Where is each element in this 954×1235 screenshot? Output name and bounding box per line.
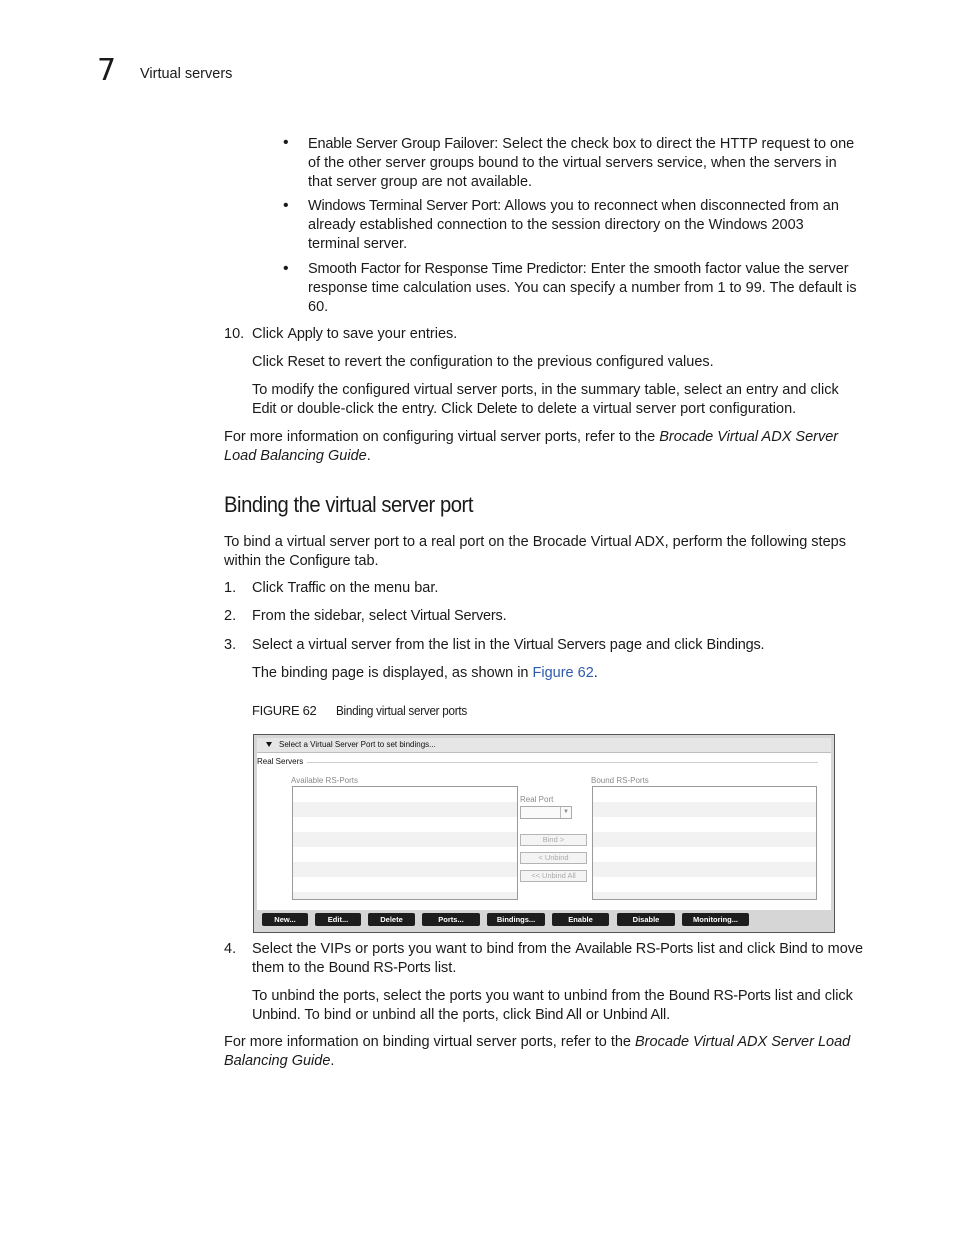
list-item [308,197,878,254]
ui-term: Delete [476,401,518,417]
text: For more information on configuring virtual server ports, refer to the [224,429,660,445]
bullet-term: Enable Server Group Failover [308,136,495,152]
text: to delete a virtual server port configuration. [517,401,797,417]
text: . [330,1053,335,1069]
ui-term: Virtual Servers [513,637,606,653]
bullet-desc-line: already established connection to the session directory on the Windows 2003 [308,217,804,233]
text: Select the VIPs or ports you want to bind from the [252,941,576,957]
bound-ports-label: Bound RS-Ports [591,776,649,785]
text: To bind a virtual server port to a real port on the Brocade Virtual ADX, perform the following steps [224,534,846,550]
step-2 [252,607,872,626]
ui-term: Traffic [287,580,326,596]
binding-screenshot [253,734,835,933]
text: on the menu bar. [325,580,439,596]
ui-term: Edit [252,401,277,417]
ui-term: Available RS-Ports [575,941,694,957]
text: . [366,448,371,464]
step-number: 2. [224,608,237,624]
chapter-title: Virtual servers [140,66,233,82]
text: to move [807,941,864,957]
panel-header[interactable] [257,738,831,753]
ui-term: Bound RS-Ports [668,988,771,1004]
step-3-note [252,664,872,683]
available-ports-label: Available RS-Ports [291,776,358,785]
real-port-label: Real Port [520,795,554,804]
more-info-paragraph [224,428,874,466]
book-title: Balancing Guide [224,1053,331,1069]
text: . To bind or unbind all the ports, click [296,1007,536,1023]
unbind-all-button[interactable]: << Unbind All [520,870,587,882]
real-servers-label: Real Servers [257,757,306,767]
bind-button[interactable]: Bind > [520,834,587,846]
ui-term: Bind [779,941,808,957]
chevron-down-icon: ▼ [560,807,571,818]
ui-term: Bound RS-Ports [328,960,431,976]
text: to save your entries. [322,326,458,342]
text: For more information on binding virtual server ports, refer to the [224,1034,636,1050]
text: Click [252,354,288,370]
text: them to the [252,960,329,976]
action-toolbar [257,910,831,929]
monitoring-button[interactable]: Monitoring... [682,913,749,926]
enable-button[interactable]: Enable [552,913,609,926]
bullet-desc-line: : Select the check box to direct the HTTP request to one [494,136,855,152]
text: The binding page is displayed, as shown in [252,665,533,681]
new-button[interactable]: New... [262,913,308,926]
text: tab. [350,553,379,569]
text: or double-click the entry. Click [276,401,477,417]
bullet-desc-line: : Allows you to reconnect when disconnected from an [497,198,839,214]
text: page and click [605,637,707,653]
ui-term: Configure [289,553,351,569]
bullet-desc-line: that server group are not available. [308,174,533,190]
bullet-desc-line: terminal server. [308,236,408,252]
ui-term: Unbind All [602,1007,667,1023]
text: list and click [770,988,853,1004]
step-4 [252,940,877,978]
section-heading: Binding the virtual server port [224,492,473,517]
bindings-button[interactable]: Bindings... [487,913,545,926]
text: . [593,665,598,681]
binding-panel [257,738,831,929]
text: . [666,1007,671,1023]
bullet-term: Windows Terminal Server Port [308,198,498,214]
bound-ports-list[interactable] [592,786,817,900]
text: Click [252,580,288,596]
figure-caption: Binding virtual server ports [336,703,467,718]
text: To modify the configured virtual server ports, in the summary table, select an entry and click [252,382,839,398]
delete-button[interactable]: Delete [368,913,415,926]
ui-term: Virtual Servers [410,608,503,624]
section-intro [224,533,874,571]
edit-button[interactable]: Edit... [315,913,361,926]
group-divider [307,762,818,763]
real-port-dropdown[interactable] [520,806,572,819]
text: list and click [693,941,780,957]
ui-term: Bind All [535,1007,582,1023]
bullet-desc-line: of the other server groups bound to the virtual servers service, when the servers in [308,155,837,171]
bullet-marker: • [283,260,289,277]
ui-term: Apply [287,326,323,342]
step-number: 10. [224,326,245,342]
list-item [308,135,878,192]
text: Select a virtual server from the list in the [252,637,514,653]
step-4-unbind-note [252,987,877,1025]
text: To unbind the ports, select the ports you want to unbind from the [252,988,669,1004]
book-title: Load Balancing Guide [224,448,367,464]
step-number: 1. [224,580,237,596]
ports-button[interactable]: Ports... [422,913,480,926]
disable-button[interactable]: Disable [617,913,675,926]
book-title: Brocade Virtual ADX Server [659,429,839,445]
available-ports-list[interactable] [292,786,518,900]
step-number: 4. [224,941,237,957]
unbind-button[interactable]: < Unbind [520,852,587,864]
bullet-term: Smooth Factor for Response Time Predictor [308,261,583,277]
collapse-triangle-icon[interactable] [266,742,272,747]
text: to revert the configuration to the previous configured values. [324,354,714,370]
text: within the [224,553,290,569]
figure-label: FIGURE 62 [252,703,317,718]
panel-header-text: Select a Virtual Server Port to set bindings... [279,740,436,749]
text: From the sidebar, select [252,608,411,624]
bullet-marker: • [283,197,289,214]
more-info-paragraph-2 [224,1033,879,1071]
chapter-number: 7 [97,53,117,88]
step-3 [252,636,872,655]
bullet-desc-line: response time calculation uses. You can specify a number from 1 to 99. The default is [308,280,857,296]
bullet-desc-line: 60. [308,299,329,315]
step-10-line-2 [252,353,872,372]
ui-term: Reset [287,354,325,370]
figure-link[interactable]: Figure 62 [532,665,594,681]
text: or [581,1007,603,1023]
bullet-marker: • [283,134,289,151]
list-item [308,260,878,317]
bullet-desc-line: : Enter the smooth factor value the server [582,261,849,277]
step-1 [252,579,872,598]
book-title: Brocade Virtual ADX Server Load [635,1034,851,1050]
ui-term: Bindings. [706,637,765,653]
text: . [502,608,507,624]
step-10-line-1 [252,325,872,344]
step-10-line-3 [252,381,872,419]
text: list. [430,960,457,976]
ui-term: Unbind [252,1007,297,1023]
step-number: 3. [224,637,237,653]
text: Click [252,326,288,342]
